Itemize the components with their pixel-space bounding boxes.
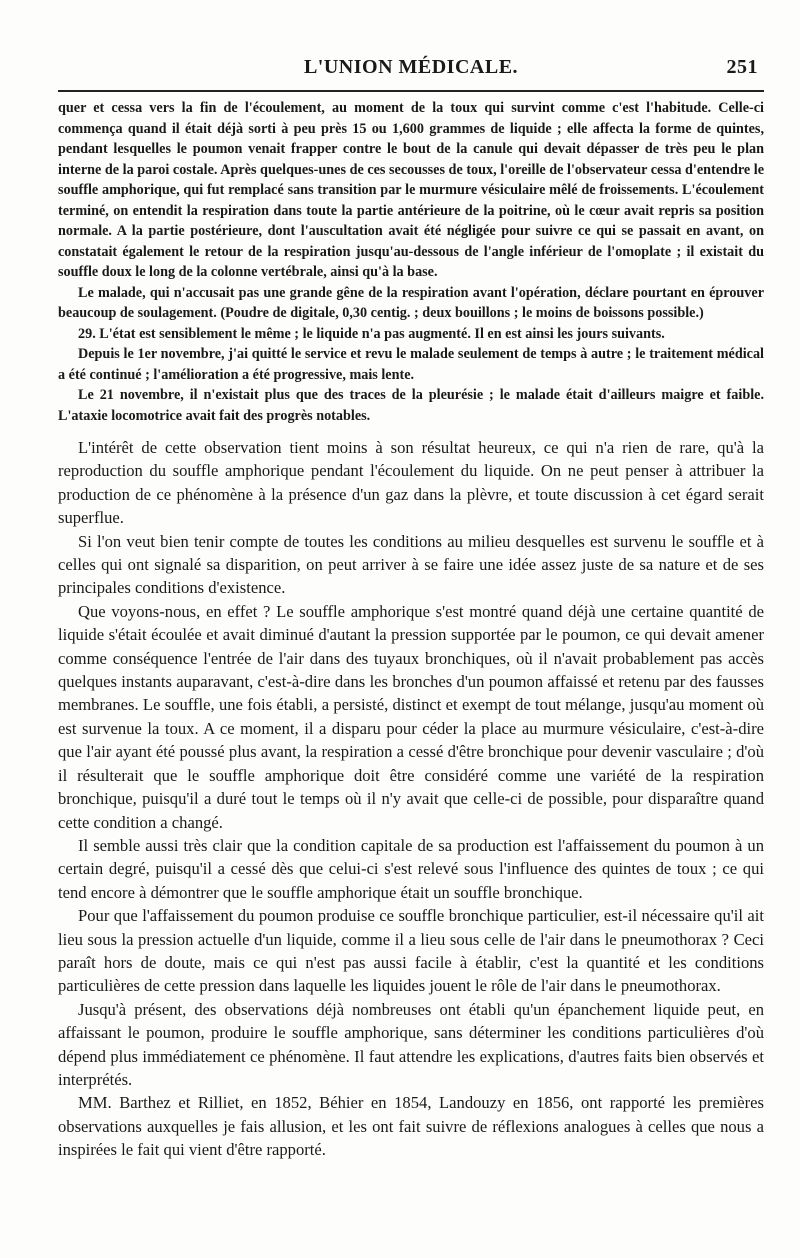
observation-paragraph: quer et cessa vers la fin de l'écoulement, au moment de la toux qui survint comme c'est l'habitude. Celle-ci commença quand il était déjà sorti à peu près 15 ou 1,600 grammes de liquide ; elle affecta la forme de quintes, pendant lesquelles le poumon venait frapper contre le bout de la canule qui devait dépasser de très peu le plan interne de la paroi costale. Après quelques-unes de ces secousses de toux, l'oreille de l'observateur cessa d'entendre le souffle amphorique, qui fut remplacé sans transition par le murmure vésiculaire mêlé de froissements. L'écoulement terminé, on entendit la respiration dans toute la partie antérieure de la poitrine, où le cœur avait repris sa position normale. A la partie postérieure, dont l'auscultation avait été négligée pour suivre ce qui se passait en avant, on constatait également le retour de la respiration jusqu'au-dessous de l'angle inférieur de l'omoplate ; il existait du souffle doux le long de la colonne vertébrale, ainsi qu'à la base. <box>58 100 764 280</box>
discussion-paragraph: Que voyons-nous, en effet ? Le souffle amphorique s'est montré quand déjà une certaine quantité de liquide s'était écoulée et avait diminué d'autant la pression supportée par le poumon, ce qui devait amener comme conséquence l'entrée de l'air dans des tuyaux bronchiques, où il n'avait probablement pas accès quelques instants auparavant, c'est-à-dire dans les bronches d'un poumon affaissé et retenu par des fausses membranes. Le souffle, une fois établi, a persisté, distinct et exempt de tout mélange, jusqu'au moment où est survenue la toux. A ce moment, il a disparu pour céder la place au murmure vésiculaire, c'est-à-dire que l'air ayant été poussé plus avant, la respiration a cessé d'être bronchique pour devenir vasculaire ; d'où il résulterait que le souffle amphorique doit être considéré comme une variété de la respiration bronchique, puisqu'il a duré tout le temps où il n'y avait que celle-ci de possible, pour disparaître quand cette condition a changé. <box>58 601 764 832</box>
discussion-paragraph: Jusqu'à présent, des observations déjà nombreuses ont établi qu'un épanchement liquide peut, en affaissant le poumon, produire le souffle amphorique, sans déterminer les conditions particulières d'où dépend plus immédiatement ce phénomène. Il faut attendre les explications, d'autres faits bien observés et interprétés. <box>58 999 764 1089</box>
discussion-paragraph: MM. Barthez et Rilliet, en 1852, Béhier en 1854, Landouzy en 1856, ont rapporté les premières observations auxquelles je fais allusion, et les ont fait suivre de réflexions analogues à celles que nous a inspirées le fait qui vient d'être rapporté. <box>58 1093 764 1160</box>
discussion-paragraph: Il semble aussi très clair que la condition capitale de sa production est l'affaissement du poumon à un certain degré, puisqu'il a cessé dès que celui-ci s'est relevé sous l'influence des quintes de toux ; ce qui tend encore à démontrer que le souffle amphorique était un souffle bronchique. <box>58 835 764 902</box>
observation-paragraph: 29. L'état est sensiblement le même ; le liquide n'a pas augmenté. Il en est ainsi les jours suivants. <box>78 325 665 342</box>
running-header <box>58 50 764 80</box>
observation-paragraph: Le 21 novembre, il n'existait plus que des traces de la pleurésie ; le malade était d'ailleurs maigre et faible. L'ataxie locomotrice avait fait des progrès notables. <box>58 387 764 424</box>
discussion-paragraph: Pour que l'affaissement du poumon produise ce souffle bronchique particulier, est-il nécessaire qu'il ait lieu sous la pression actuelle d'un liquide, comme il a lieu sous celle de l'air dans le pneumothorax ? Ceci paraît hors de doute, mais ce qui n'est pas aussi facile à établir, c'est la quantité et les conditions particulières de cette pression dans laquelle les liquides jouent le rôle de l'air dans le pneumothorax. <box>58 906 764 996</box>
journal-title: L'UNION MÉDICALE. <box>303 56 519 78</box>
observation-paragraph: Le malade, qui n'accusait pas une grande gêne de la respiration avant l'opération, déclare pourtant en éprouver beaucoup de soulagement. (Poudre de digitale, 0,30 centig. ; deux bouillons ; le moins de boissons possible.) <box>58 284 764 321</box>
discussion-paragraph: Si l'on veut bien tenir compte de toutes les conditions au milieu desquelles est survenu le souffle et à celles qui ont signalé sa disparition, on peut arriver à se faire une idée assez juste de sa nature et de ses principales conditions d'existence. <box>58 531 764 598</box>
observation-section <box>58 98 764 426</box>
discussion-section <box>58 436 764 1162</box>
header-rule <box>58 90 764 92</box>
observation-paragraph: Depuis le 1er novembre, j'ai quitté le service et revu le malade seulement de temps à autre ; le traitement médical a été continué ; l'amélioration a été progressive, mais lente. <box>58 346 764 383</box>
page-number: 251 <box>726 56 758 78</box>
discussion-paragraph: L'intérêt de cette observation tient moins à son résultat heureux, ce qui n'a rien de rare, qu'à la reproduction du souffle amphorique pendant l'écoulement du liquide. On ne peut penser à attribuer la production de ce phénomène à la présence d'un gaz dans la plèvre, et toute discussion à cet égard serait superflue. <box>58 438 764 528</box>
